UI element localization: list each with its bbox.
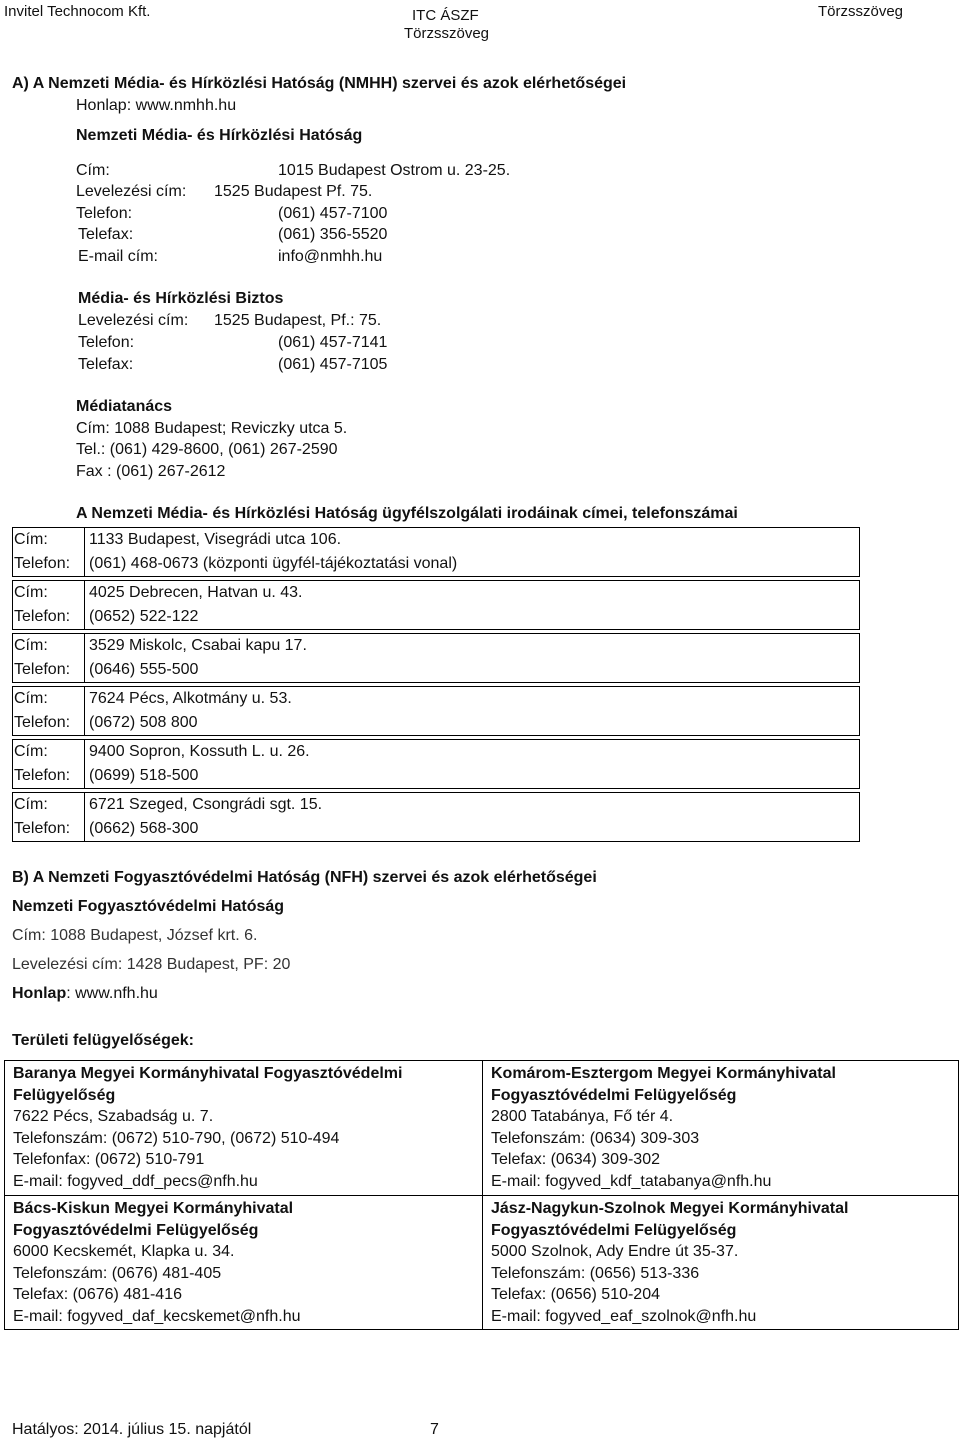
regional-name: Fogyasztóvédelmi Felügyelőség [13,1221,259,1239]
office-addr-label: Cím: [14,637,48,654]
biztos-row-value: 1525 Budapest, Pf.: 75. [214,312,382,329]
nmhh-row-label: E-mail cím: [78,248,158,265]
header-doc-code: ITC ÁSZF [412,7,479,24]
section-b-title: B) A Nemzeti Fogyasztóvédelmi Hatóság (NFH) szervei és azok elérhetőségei [12,869,597,886]
mediatanacs-address: Cím: 1088 Budapest; Reviczky utca 5. [76,420,348,437]
mediatanacs-title: Médiatanács [76,398,173,415]
regional-name: Komárom-Esztergom Megyei Kormányhivatal [491,1065,836,1082]
regional-name: Fogyasztóvédelmi Felügyelőség [491,1086,737,1104]
nmhh-title: Nemzeti Média- és Hírközlési Hatóság [76,127,363,144]
regional-fax: Telefax: (0634) 309-302 [491,1151,660,1168]
nmhh-email: info@nmhh.hu [278,248,383,265]
office-addr-label: Cím: [14,690,48,707]
regional-cell [482,1060,959,1196]
biztos-row-value: (061) 457-7105 [278,356,388,373]
office-tel-label: Telefon: [14,714,71,731]
regional-address: 5000 Szolnok, Ady Endre út 35-37. [491,1243,739,1260]
nmhh-row-label: Levelezési cím: [76,183,187,200]
nmhh-homepage [76,96,236,116]
office-phone: (061) 468-0673 (központi ügyfél-tájékoztatási vonal) [89,555,458,572]
regional-cell [4,1195,483,1330]
regional-cell [482,1195,959,1330]
office-tel-label: Telefon: [14,608,71,625]
office-phone: (0646) 555-500 [89,661,199,678]
nmhh-row-label: Telefon: [76,205,133,222]
regional-phone: Telefonszám: (0672) 510-790, (0672) 510-494 [13,1129,340,1147]
regional-name: Bács-Kiskun Megyei Kormányhivatal [13,1200,294,1217]
section-a-title: A) A Nemzeti Média- és Hírközlési Hatóság (NMHH) szervei és azok elérhetőségei [12,75,627,92]
header-company: Invitel Technocom Kft. [4,3,151,20]
office-phone: (0652) 522-122 [89,608,199,625]
nmhh-row-label: Telefax: [78,226,134,243]
regional-email: E-mail: fogyved_eaf_szolnok@nfh.hu [491,1307,757,1325]
regional-email: E-mail: fogyved_kdf_tatabanya@nfh.hu [491,1172,772,1190]
nmhh-homepage-link[interactable]: www.nmhh.hu [135,97,237,114]
nfh-homepage [12,984,158,1004]
nfh-homepage-label: Honlap [12,985,67,1002]
regional-phone: Telefonszám: (0656) 513-336 [491,1264,700,1282]
office-phone: (0699) 518-500 [89,767,199,784]
office-addr-label: Cím: [14,531,48,548]
biztos-row-value: (061) 457-7141 [278,334,388,351]
office-addr-label: Cím: [14,796,48,813]
office-address: 1133 Budapest, Visegrádi utca 106. [89,531,342,548]
nmhh-row-label: Cím: [76,162,110,179]
office-tel-label: Telefon: [14,820,71,837]
nmhh-row-value: 1525 Budapest Pf. 75. [214,183,373,200]
header-doc-type: Törzsszöveg [404,25,490,42]
nfh-title: Nemzeti Fogyasztóvédelmi Hatóság [12,898,285,915]
regional-email: E-mail: fogyved_daf_kecskemet@nfh.hu [13,1307,301,1325]
regional-name: Jász-Nagykun-Szolnok Megyei Kormányhivatal [491,1200,849,1217]
biztos-row-label: Telefax: [78,356,134,373]
regional-title: Területi felügyelőségek: [12,1032,194,1049]
regional-email: E-mail: fogyved_ddf_pecs@nfh.hu [13,1172,258,1190]
mediatanacs-phone: Tel.: (061) 429-8600, (061) 267-2590 [76,441,338,458]
regional-phone: Telefonszám: (0676) 481-405 [13,1264,222,1282]
biztos-row-label: Telefon: [78,334,135,351]
footer-effective-date: Hatályos: 2014. július 15. napjától [12,1421,252,1438]
nmhh-row-value: 1015 Budapest Ostrom u. 23-25. [278,162,511,179]
office-address: 6721 Szeged, Csongrádi sgt. 15. [89,796,323,813]
regional-fax: Telefax: (0676) 481-416 [13,1286,182,1303]
office-address: 9400 Sopron, Kossuth L. u. 26. [89,743,310,760]
regional-address: 6000 Kecskemét, Klapka u. 34. [13,1243,235,1260]
office-tel-label: Telefon: [14,555,71,572]
header-right-label: Törzsszöveg [818,3,904,20]
office-addr-label: Cím: [14,584,48,601]
regional-phone: Telefonszám: (0634) 309-303 [491,1129,700,1147]
biztos-title: Média- és Hírközlési Biztos [78,290,284,307]
nfh-address: Cím: 1088 Budapest, József krt. 6. [12,927,258,944]
office-address: 4025 Debrecen, Hatvan u. 43. [89,584,303,601]
biztos-row-label: Levelezési cím: [78,312,189,329]
office-addr-label: Cím: [14,743,48,760]
regional-name: Fogyasztóvédelmi Felügyelőség [491,1221,737,1239]
regional-fax: Telefonfax: (0672) 510-791 [13,1151,205,1168]
office-address: 7624 Pécs, Alkotmány u. 53. [89,690,292,707]
regional-address: 2800 Tatabánya, Fő tér 4. [491,1108,674,1125]
office-tel-label: Telefon: [14,767,71,784]
offices-title: A Nemzeti Média- és Hírközlési Hatóság ügyfélszolgálati irodáinak címei, telefonszámai [76,505,738,522]
regional-fax: Telefax: (0656) 510-204 [491,1286,660,1303]
nmhh-row-value: (061) 356-5520 [278,226,388,243]
office-phone: (0662) 568-300 [89,820,199,837]
office-tel-label: Telefon: [14,661,71,678]
footer-page-number: 7 [430,1421,439,1438]
nfh-homepage-link[interactable]: www.nfh.hu [75,985,158,1002]
mediatanacs-fax: Fax : (061) 267-2612 [76,463,226,480]
nfh-mail-address: Levelezési cím: 1428 Budapest, PF: 20 [12,956,291,973]
office-phone: (0672) 508 800 [89,714,198,731]
regional-name: Felügyelőség [13,1086,116,1104]
nmhh-row-value: (061) 457-7100 [278,205,388,222]
nfh-homepage-sep: : [66,985,76,1002]
regional-name: Baranya Megyei Kormányhivatal Fogyasztóvédelmi [13,1065,403,1082]
regional-address: 7622 Pécs, Szabadság u. 7. [13,1108,214,1125]
office-address: 3529 Miskolc, Csabai kapu 17. [89,637,307,654]
nmhh-homepage-label: Honlap: [76,97,136,114]
regional-cell [4,1060,483,1196]
